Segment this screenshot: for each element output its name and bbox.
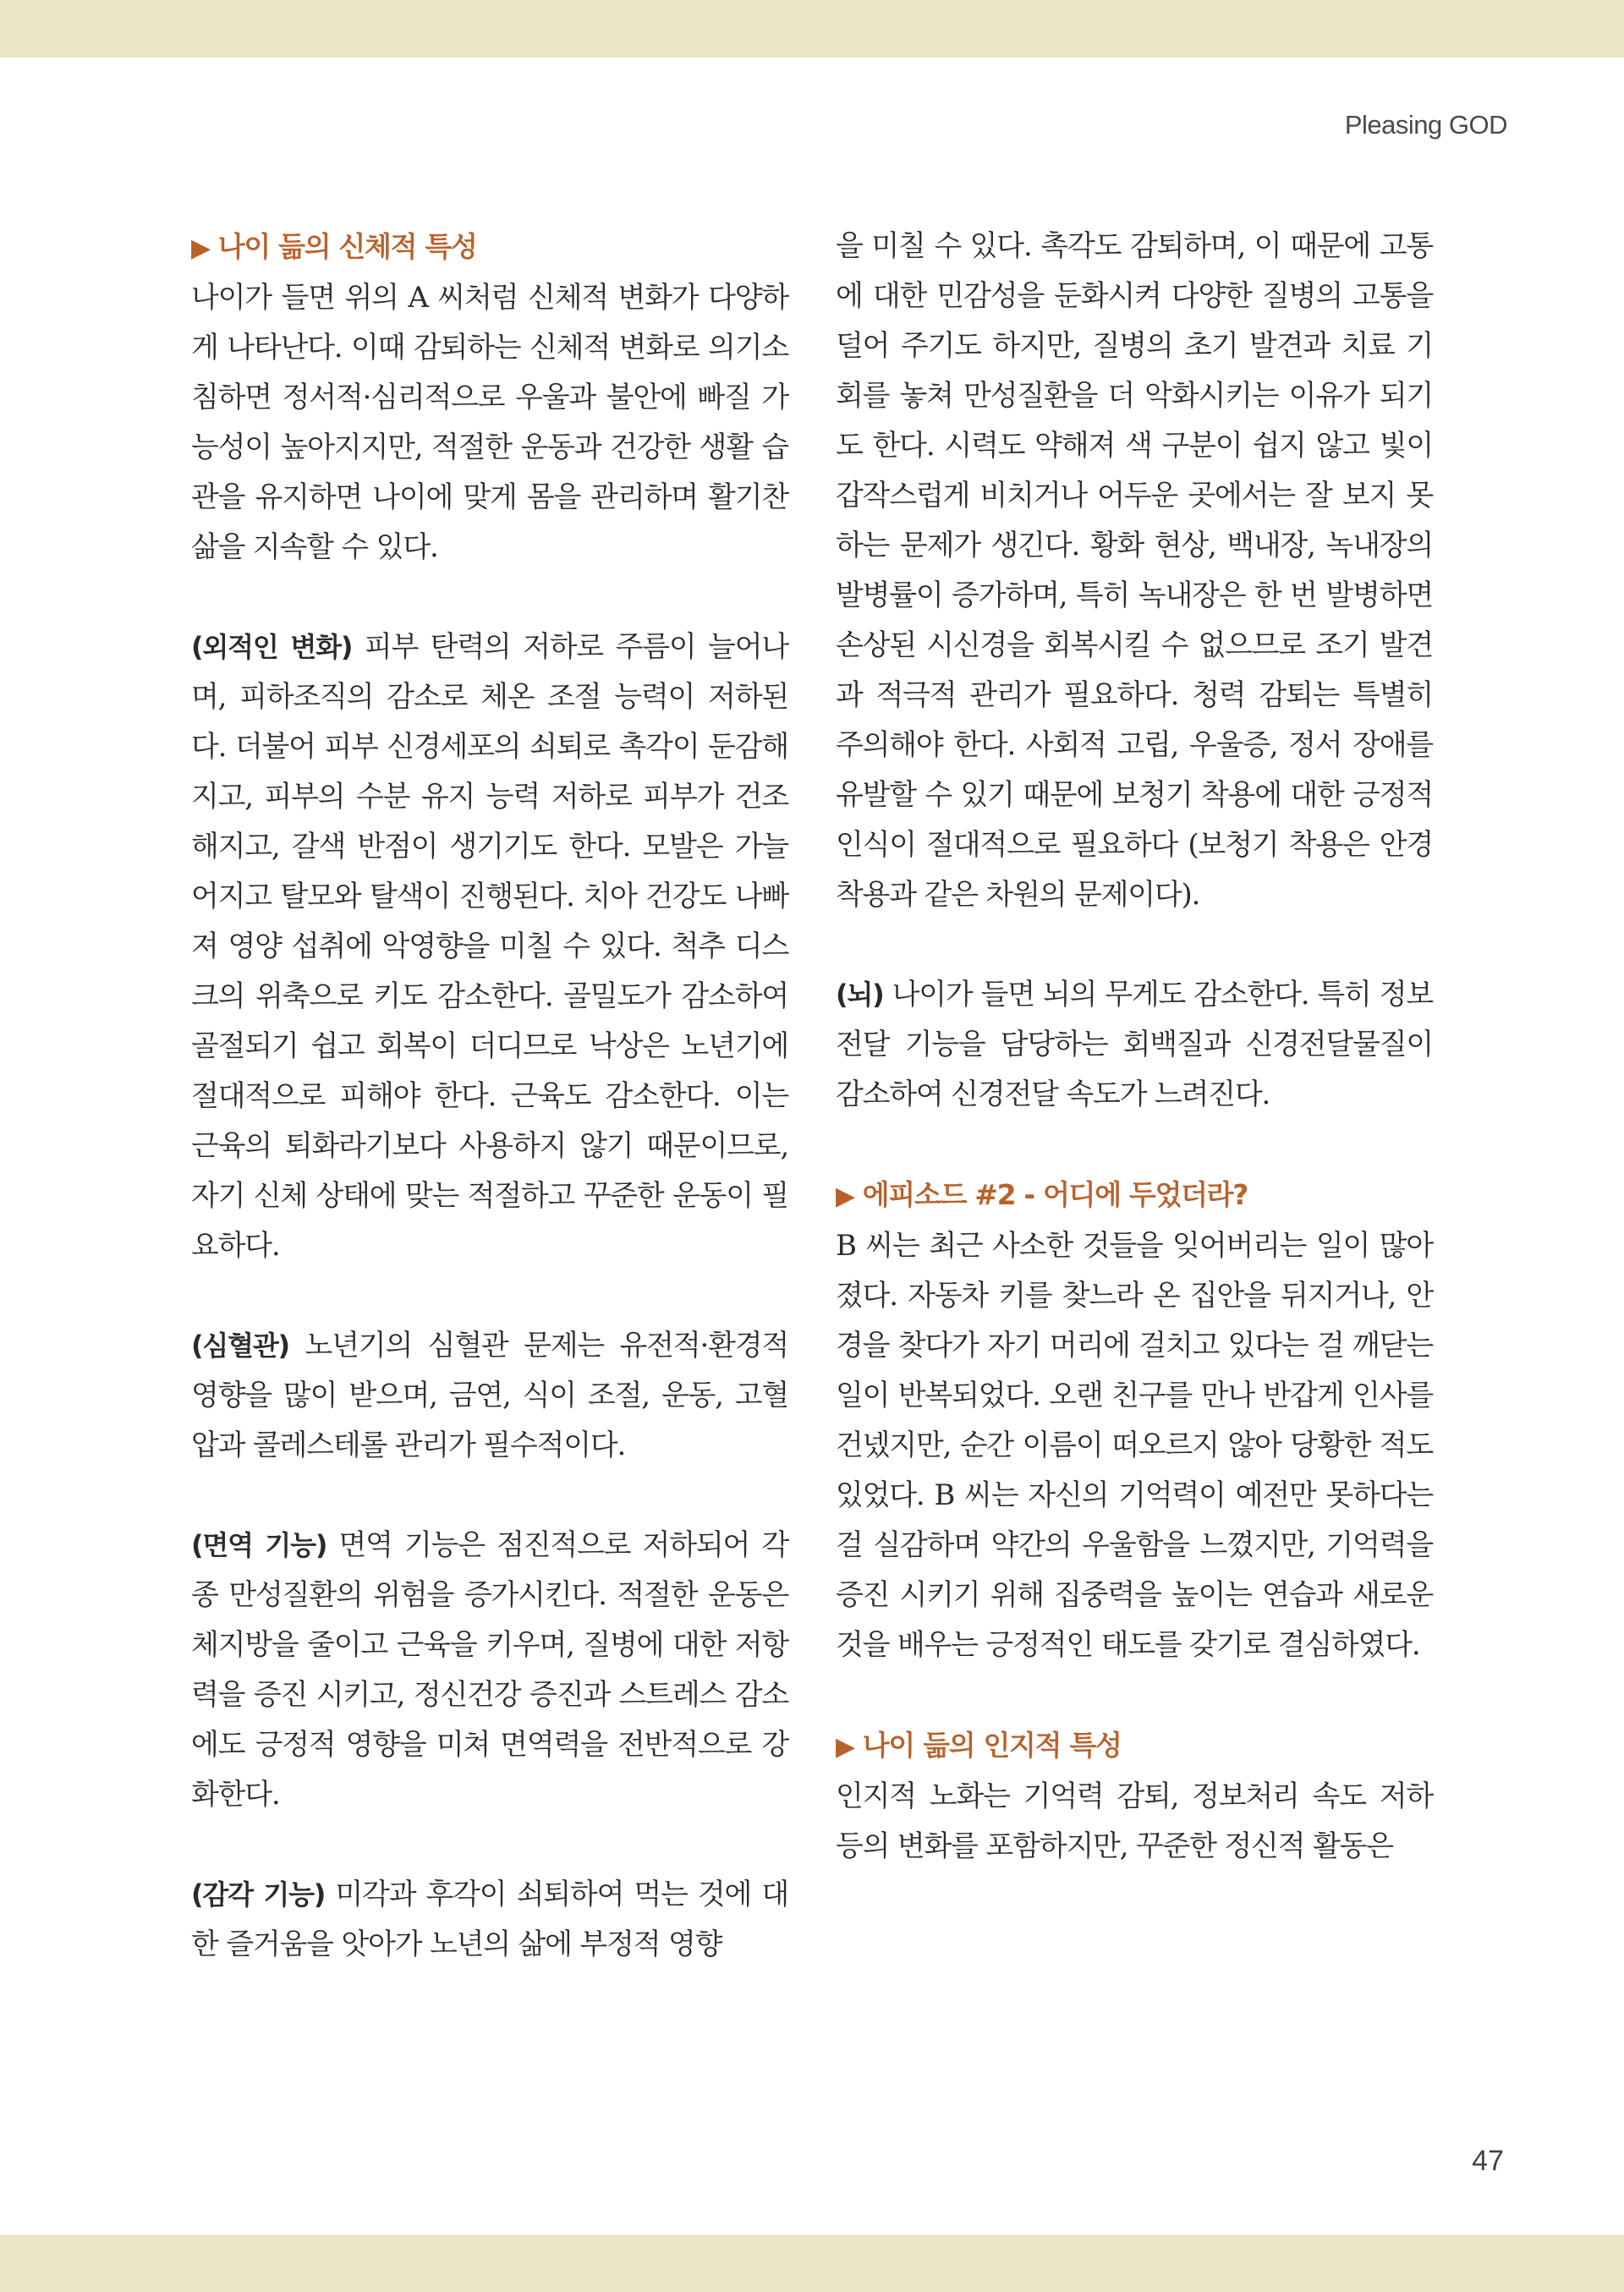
triangle-right-icon: ▶ xyxy=(191,233,210,263)
immune-text: 면역 기능은 점진적으로 저하되어 각종 만성질환의 위험을 증가시킨다. 적절한 운동은 체지방을 줄이고 근육을 키우며, 질병에 대한 저항력을 증진 시키고, 정신건강 증진과 스트레스 감소에도 긍정적 영향을 미쳐 면역력을 전반적으로 강화한다. xyxy=(191,1528,788,1812)
immune-paragraph xyxy=(191,1521,788,1820)
cardio-label: (심혈관) xyxy=(191,1330,289,1362)
sense-continued-paragraph: 을 미칠 수 있다. 촉각도 감퇴하며, 이 때문에 고통에 대한 민감성을 둔화시켜 다양한 질병의 고통을 덜어 주기도 하지만, 질병의 초기 발견과 치료 기회를 놓쳐 만성질환을 더 악화시키는 이유가 되기도 한다. 시력도 약해져 색 구분이 쉽지 않고 빛이 갑작스럽게 비치거나 어두운 곳에서는 잘 보지 못하는 문제가 생긴다. 황화 현상, 백내장, 녹내장의 발병률이 증가하며, 특히 녹내장은 한 번 발병하면 손상된 시신경을 회복시킬 수 없으므로 조기 발견과 적극적 관리가 필요하다. 청력 감퇴는 특별히 주의해야 한다. 사회적 고립, 우울증, 정서 장애를 유발할 수 있기 때문에 보청기 착용에 대한 긍정적 인식이 절대적으로 필요하다 (보청기 착용은 안경 착용과 같은 차원의 문제이다). xyxy=(836,229,1433,912)
episode-paragraph: B 씨는 최근 사소한 것들을 잊어버리는 일이 많아졌다. 자동차 키를 찾느라 온 집안을 뒤지거나, 안경을 찾다가 자기 머리에 걸치고 있다는 걸 깨닫는 일이 반복되었다. 오랜 친구를 만나 반갑게 인사를 건넸지만, 순간 이름이 떠오르지 않아 당황한 적도 있었다. B 씨는 자신의 기억력이 예전만 못하다는 걸 실감하며 약간의 우울함을 느꼈지만, 기억력을 증진 시키기 위해 집중력을 높이는 연습과 새로운 것을 배우는 긍정적인 태도를 갖기로 결심하였다. xyxy=(836,1229,1433,1662)
section-heading-cognitive xyxy=(836,1720,1433,1772)
section-heading-physical-text: 나이 듦의 신체적 특성 xyxy=(217,230,477,263)
triangle-right-icon: ▶ xyxy=(836,1732,854,1762)
section-heading-cognitive-text: 나이 듦의 인지적 특성 xyxy=(862,1729,1122,1762)
physical-intro-paragraph: 나이가 들면 위의 A 씨처럼 신체적 변화가 다양하게 나타난다. 이때 감퇴하는 신체적 변화로 의기소침하면 정서적·심리적으로 우울과 불안에 빠질 가능성이 높아지지만, 적절한 운동과 건강한 생활 습관을 유지하면 나이에 맞게 몸을 관리하며 활기찬 삶을 지속할 수 있다. xyxy=(191,281,788,564)
sense-paragraph xyxy=(191,1870,788,1970)
external-change-text: 피부 탄력의 저하로 주름이 늘어나며, 피하조직의 감소로 체온 조절 능력이 저하된다. 더불어 피부 신경세포의 쇠퇴로 촉각이 둔감해지고, 피부의 수분 유지 능력 저하로 피부가 건조해지고, 갈색 반점이 생기기도 한다. 모발은 가늘어지고 탈모와 탈색이 진행된다. 치아 건강도 나빠져 영양 섭취에 악영향을 미칠 수 있다. 척추 디스크의 위축으로 키도 감소한다. 골밀도가 감소하여 골절되기 쉽고 회복이 더디므로 낙상은 노년기에 절대적으로 피해야 한다. 근육도 감소한다. 이는 근육의 퇴화라기보다 사용하지 않기 때문이므로, 자기 신체 상태에 맞는 적절하고 꾸준한 운동이 필요하다. xyxy=(191,630,788,1263)
sense-label: (감각 기능) xyxy=(191,1878,326,1911)
cardio-text: 노년기의 심혈관 문제는 유전적·환경적 영향을 많이 받으며, 금연, 식이 조절, 운동, 고혈압과 콜레스테롤 관리가 필수적이다. xyxy=(191,1329,788,1462)
cognitive-paragraph: 인지적 노화는 기억력 감퇴, 정보처리 속도 저하 등의 변화를 포함하지만, 꾸준한 정신적 활동은 xyxy=(836,1779,1433,1863)
bottom-band xyxy=(0,2234,1624,2292)
section-heading-episode xyxy=(836,1170,1433,1221)
sense-text: 미각과 후각이 쇠퇴하여 먹는 것에 대한 즐거움을 앗아가 노년의 삶에 부정적 영향 xyxy=(191,1878,788,1961)
brain-paragraph xyxy=(836,970,1433,1120)
external-change-paragraph xyxy=(191,622,788,1271)
page-number: 47 xyxy=(1472,2145,1504,2177)
left-column xyxy=(191,222,788,1970)
brain-text: 나이가 들면 뇌의 무게도 감소한다. 특히 정보전달 기능을 담당하는 회백질과 신경전달물질이 감소하여 신경전달 속도가 느려진다. xyxy=(836,978,1433,1111)
external-change-label: (외적인 변화) xyxy=(191,631,353,663)
running-head: Pleasing GOD xyxy=(1344,110,1507,140)
top-band xyxy=(0,0,1624,58)
brain-label: (뇌) xyxy=(836,979,884,1011)
right-column xyxy=(836,222,1433,1872)
section-heading-physical xyxy=(191,222,788,273)
cardio-paragraph xyxy=(191,1321,788,1471)
triangle-right-icon: ▶ xyxy=(836,1182,854,1211)
section-heading-episode-text: 에피소드 #2 - 어디에 두었더라? xyxy=(862,1178,1248,1211)
immune-label: (면역 기능) xyxy=(191,1529,327,1561)
